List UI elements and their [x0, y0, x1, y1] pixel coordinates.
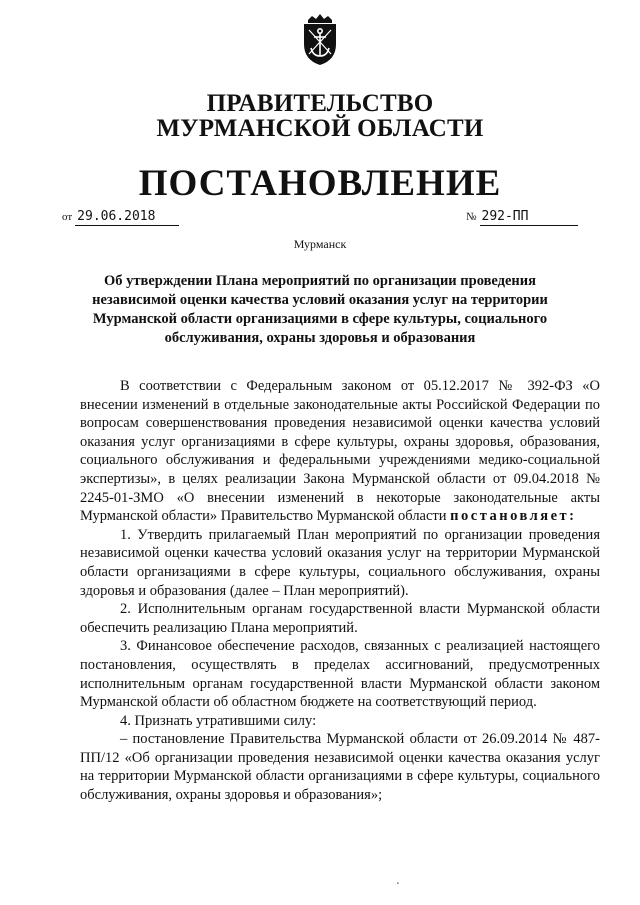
- paragraph-2: 2. Исполнительным органам государственной власти Мурманской области обеспечить реализацию Плана мероприятий.: [80, 601, 600, 636]
- document-title: [90, 272, 550, 348]
- document-number: [466, 208, 578, 226]
- document-type-heading: ПОСТАНОВЛЕНИЕ: [138, 163, 502, 204]
- number-prefix: №: [466, 211, 477, 223]
- number-value: 292-ПП: [480, 209, 578, 226]
- resolution-verb: постановляет:: [450, 508, 577, 525]
- coat-of-arms-emblem-icon: [300, 14, 340, 66]
- document-body: [80, 377, 600, 805]
- government-name-line2: МУРМАНСКОЙ ОБЛАСТИ: [156, 115, 484, 142]
- paragraph-1: 1. Утвердить прилагаемый План мероприятий по организации проведения независимой оценки качества условий оказания услуг на территории Мурманской области организациями в сфере культуры, социального обслуживания, охраны здоровья и образования (далее – План мероприятий).: [80, 526, 600, 599]
- intro-text: В соответствии с Федеральным законом от 05.12.2017 № 392-ФЗ «О внесении изменений в отдельные законодательные акты Российской Федерации по вопросам совершенствования проведения независимой оценки качества условий оказания услуг организациями в сфере культуры, охраны здоровья, образования, социального обслуживания и федеральными учреждениями медико-социальной экспертизы», в целях реализации Закона Мурманской области от 09.04.2018 № 2245-01-ЗМО «О внесении изменений в некоторые законодательные акты Мурманской области» Правительство Мурманской области: [80, 378, 600, 525]
- paragraph-5: – постановление Правительства Мурманской области от 26.09.2014 № 487-ПП/12 «Об организации проведения независимой оценки качества оказания услуг на территории Мурманской области организациями в сфере культуры, социального обслуживания, охраны здоровья и образования»;: [80, 731, 600, 804]
- title-line: обслуживания, охраны здоровья и образования: [164, 330, 476, 346]
- government-name-line1: ПРАВИТЕЛЬСТВО: [206, 90, 434, 117]
- intro-paragraph: [80, 377, 600, 526]
- title-line: независимой оценки качества условий оказания услуг на территории: [92, 292, 548, 308]
- paragraph-4: 4. Признать утратившими силу:: [120, 712, 317, 729]
- scan-mark: ·: [393, 875, 403, 891]
- title-line: Мурманской области организациями в сфере культуры, социального: [92, 311, 548, 327]
- paragraph-3: 3. Финансовое обеспечение расходов, связанных с реализацией настоящего постановления, осуществлять в пределах ассигнований, предусмотренных исполнительным органам государственной власти Мурманской области законом Мурманской области об областном бюджете на соответствующий период.: [80, 638, 600, 711]
- document-date: [62, 208, 179, 226]
- title-line: Об утверждении Плана мероприятий по организации проведения: [104, 273, 536, 289]
- date-value: 29.06.2018: [75, 209, 179, 226]
- city-name: Мурманск: [293, 237, 347, 251]
- date-prefix: от: [62, 211, 73, 223]
